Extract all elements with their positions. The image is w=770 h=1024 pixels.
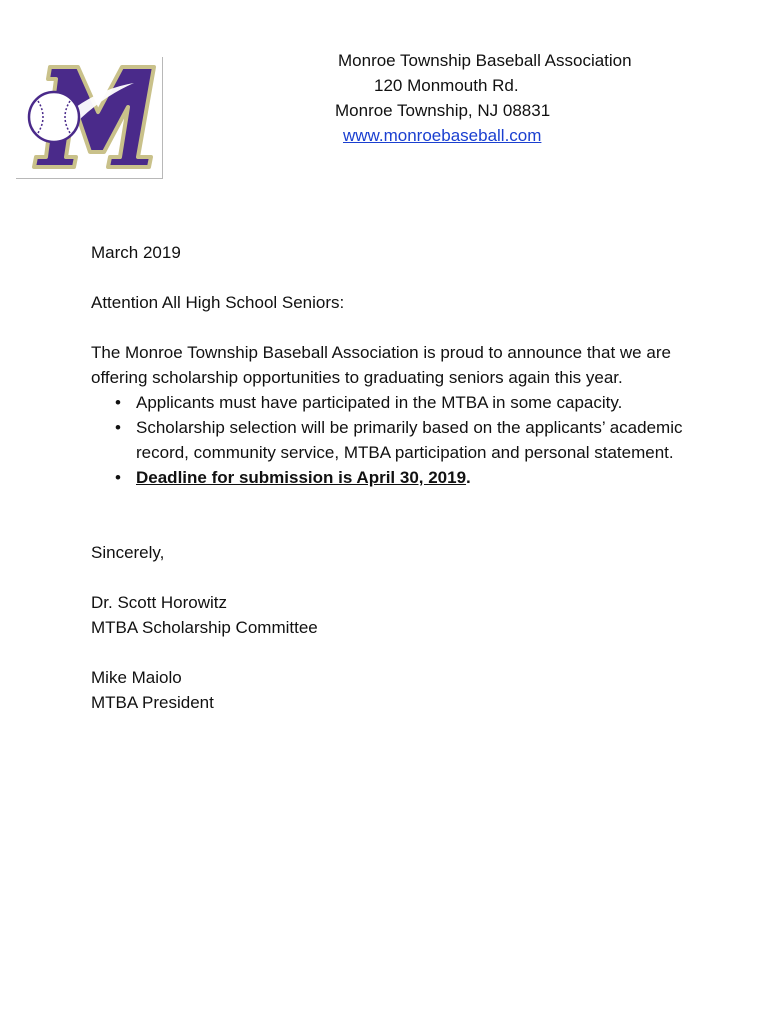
bullet-text: Applicants must have participated in the MTBA in some capacity.	[136, 393, 623, 412]
bullet-icon: •	[115, 393, 121, 412]
list-item	[91, 390, 701, 415]
mtba-logo	[16, 57, 163, 179]
bullet-icon: •	[115, 418, 121, 437]
signer-name: Dr. Scott Horowitz	[91, 593, 228, 612]
letter-body	[91, 240, 701, 715]
signer-name: Mike Maiolo	[91, 668, 182, 687]
closing: Sincerely,	[91, 543, 165, 562]
intro-paragraph: The Monroe Township Baseball Association is proud to announce that we are offering scholarship opportunities to graduating seniors again this year.	[91, 343, 671, 387]
signer-title: MTBA Scholarship Committee	[91, 618, 318, 637]
signer-president	[91, 665, 701, 715]
street-address: 120 Monmouth Rd.	[374, 76, 519, 95]
city-state-zip: Monroe Township, NJ 08831	[335, 101, 551, 120]
list-item	[91, 465, 701, 490]
letterhead	[300, 48, 720, 148]
bullet-icon: •	[115, 468, 121, 487]
requirements-list	[91, 390, 701, 490]
list-item	[91, 415, 701, 465]
salutation: Attention All High School Seniors:	[91, 293, 345, 312]
organization-name: Monroe Township Baseball Association	[338, 51, 632, 70]
signer-committee	[91, 590, 701, 640]
deadline-text: Deadline for submission is April 30, 2019	[136, 468, 467, 487]
deadline-period: .	[466, 468, 471, 487]
website-link[interactable]: www.monroebaseball.com	[343, 126, 542, 145]
baseball-m-logo-icon	[16, 57, 163, 179]
bullet-text: Scholarship selection will be primarily based on the applicants’ academic record, community service, MTBA participation and personal statement.	[136, 418, 683, 462]
signer-title: MTBA President	[91, 693, 214, 712]
letter-date: March 2019	[91, 243, 181, 262]
